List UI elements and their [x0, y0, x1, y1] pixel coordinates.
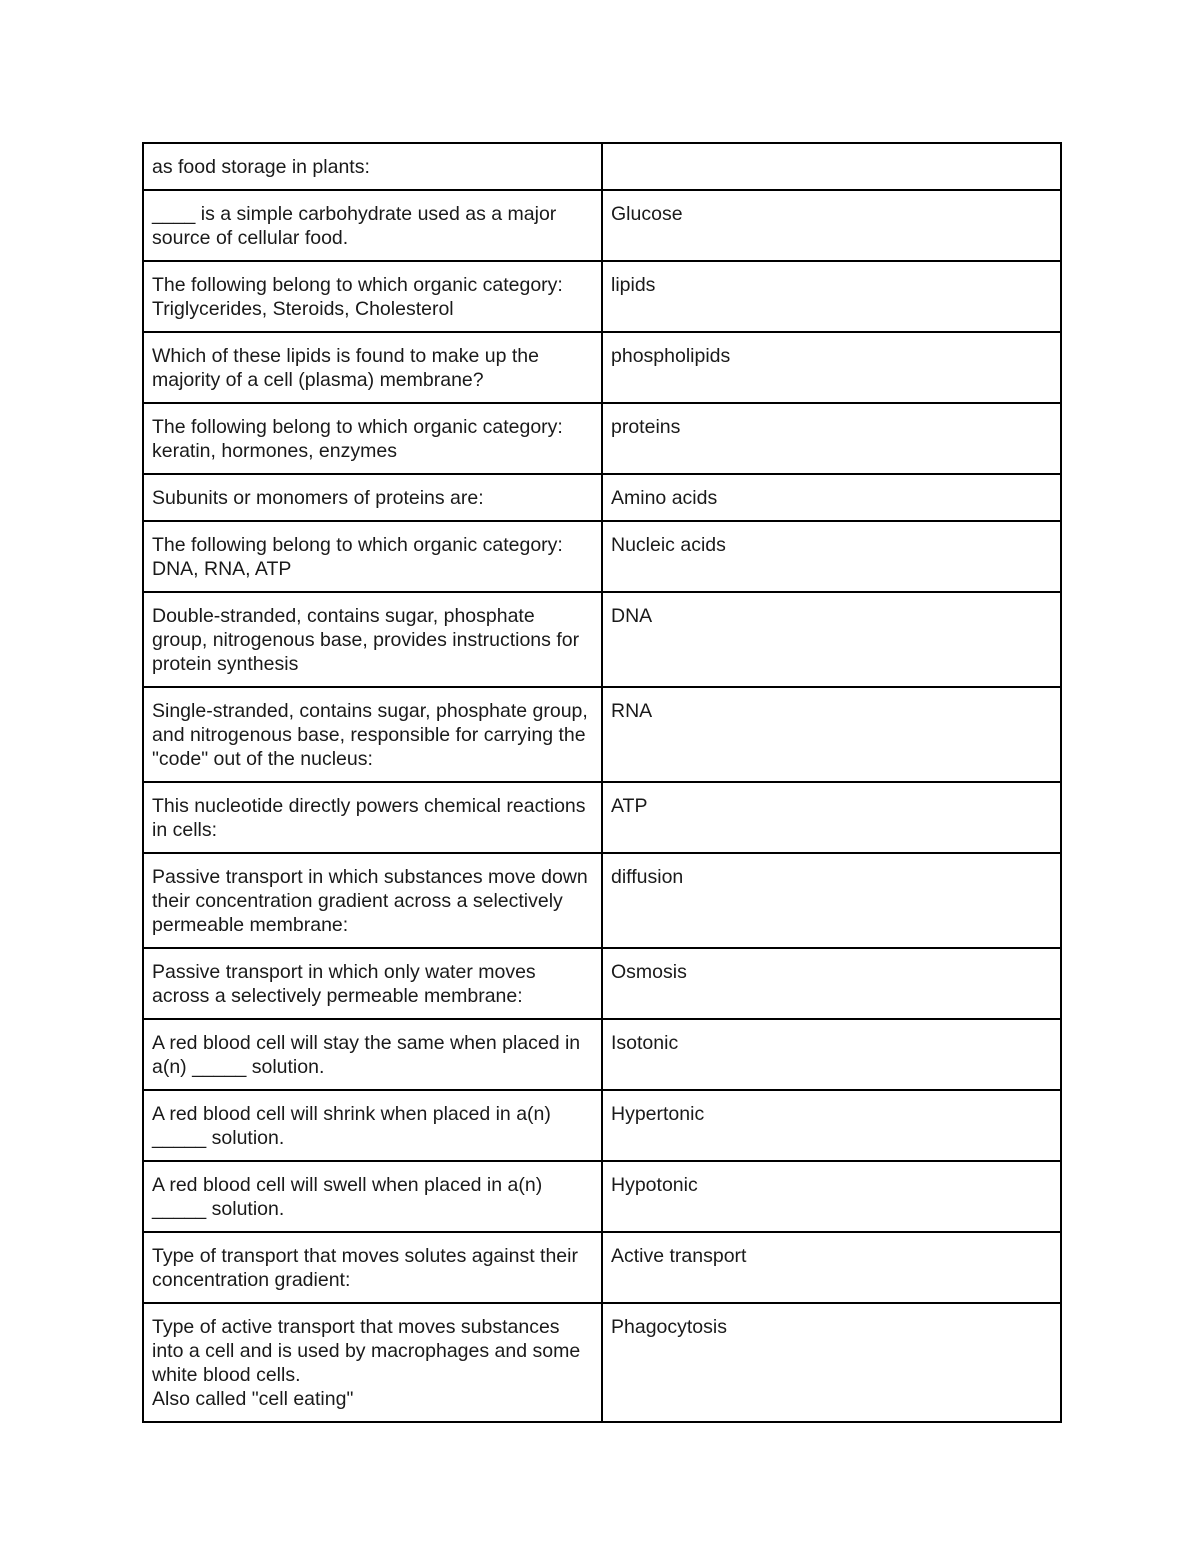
table-row	[143, 261, 1061, 332]
table-row	[143, 1303, 1061, 1422]
question-cell: A red blood cell will stay the same when placed in a(n) _____ solution.	[143, 1019, 602, 1090]
table-row	[143, 1161, 1061, 1232]
question-answer-table	[142, 142, 1062, 1423]
answer-cell: Amino acids	[602, 474, 1061, 521]
table-row	[143, 521, 1061, 592]
table-row	[143, 143, 1061, 190]
question-cell: ____ is a simple carbohydrate used as a major source of cellular food.	[143, 190, 602, 261]
table-row	[143, 1019, 1061, 1090]
question-cell: Type of transport that moves solutes against their concentration gradient:	[143, 1232, 602, 1303]
question-cell: The following belong to which organic category: DNA, RNA, ATP	[143, 521, 602, 592]
table-row	[143, 474, 1061, 521]
answer-cell: DNA	[602, 592, 1061, 687]
table-row	[143, 1232, 1061, 1303]
question-cell: Which of these lipids is found to make up the majority of a cell (plasma) membrane?	[143, 332, 602, 403]
answer-cell: Phagocytosis	[602, 1303, 1061, 1422]
answer-cell: RNA	[602, 687, 1061, 782]
table-row	[143, 687, 1061, 782]
answer-cell: Isotonic	[602, 1019, 1061, 1090]
question-cell: Single-stranded, contains sugar, phosphate group, and nitrogenous base, responsible for carrying the "code" out of the nucleus:	[143, 687, 602, 782]
table-row	[143, 1090, 1061, 1161]
question-cell: Type of active transport that moves substances into a cell and is used by macrophages and some white blood cells. Also called "cell eating"	[143, 1303, 602, 1422]
table-row	[143, 403, 1061, 474]
question-cell: The following belong to which organic category: keratin, hormones, enzymes	[143, 403, 602, 474]
question-cell: Double-stranded, contains sugar, phosphate group, nitrogenous base, provides instructions for protein synthesis	[143, 592, 602, 687]
table-row	[143, 592, 1061, 687]
answer-cell: Hypotonic	[602, 1161, 1061, 1232]
answer-cell: lipids	[602, 261, 1061, 332]
answer-cell: Hypertonic	[602, 1090, 1061, 1161]
question-cell: as food storage in plants:	[143, 143, 602, 190]
table-row	[143, 853, 1061, 948]
question-cell: This nucleotide directly powers chemical reactions in cells:	[143, 782, 602, 853]
answer-cell: Glucose	[602, 190, 1061, 261]
question-cell: Passive transport in which only water moves across a selectively permeable membrane:	[143, 948, 602, 1019]
answer-cell: phospholipids	[602, 332, 1061, 403]
answer-cell: diffusion	[602, 853, 1061, 948]
answer-cell: Osmosis	[602, 948, 1061, 1019]
table-row	[143, 948, 1061, 1019]
question-cell: A red blood cell will swell when placed in a(n) _____ solution.	[143, 1161, 602, 1232]
table-row	[143, 782, 1061, 853]
question-cell: The following belong to which organic category: Triglycerides, Steroids, Cholesterol	[143, 261, 602, 332]
question-cell: Passive transport in which substances move down their concentration gradient across a selectively permeable membrane:	[143, 853, 602, 948]
table-row	[143, 190, 1061, 261]
question-cell: Subunits or monomers of proteins are:	[143, 474, 602, 521]
answer-cell: proteins	[602, 403, 1061, 474]
question-cell: A red blood cell will shrink when placed in a(n) _____ solution.	[143, 1090, 602, 1161]
table-row	[143, 332, 1061, 403]
answer-cell	[602, 143, 1061, 190]
answer-cell: Active transport	[602, 1232, 1061, 1303]
answer-cell: Nucleic acids	[602, 521, 1061, 592]
answer-cell: ATP	[602, 782, 1061, 853]
